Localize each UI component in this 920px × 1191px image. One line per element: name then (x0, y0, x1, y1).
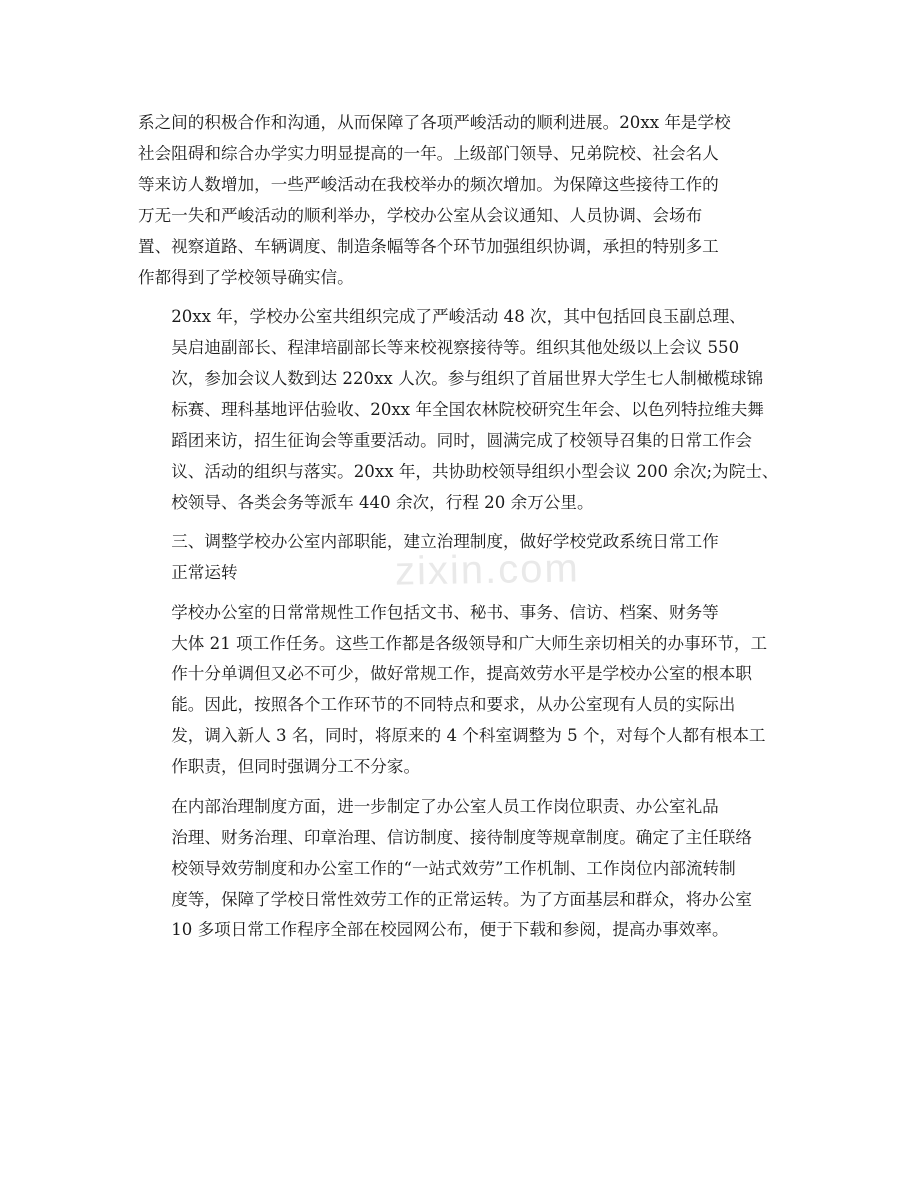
text-line: 系之间的积极合作和沟通，从而保障了各项严峻活动的顺利进展。20xx 年是学校 (138, 113, 731, 132)
text-line: 作十分单调但又必不可少，做好常规工作，提高效劳水平是学校办公室的根本职 (171, 664, 752, 684)
text-line: 发，调入新人 3 名，同时，将原来的 4 个科室调整为 5 个，对每个人都有根本工 (171, 726, 766, 746)
text-line: 社会阻碍和综合办学实力明显提高的一年。上级部门领导、兄弟院校、社会名人 (138, 143, 719, 163)
text-line: 正常运转 (171, 563, 238, 583)
text-line: 议、活动的组织与落实。20xx 年，共协助校领导组织小型会议 200 余次;为院士、 (171, 461, 779, 481)
text-line: 等来访人数增加，一些严峻活动在我校举办的频次增加。为保障这些接待工作的 (138, 174, 719, 194)
paragraph (138, 598, 788, 783)
text-line: 置、视察道路、车辆调度、制造条幅等各个环节加强组织协调，承担的特别多工 (138, 236, 719, 256)
text-line: 治理、财务治理、印章治理、信访制度、接待制度等规章制度。确定了主任联络 (171, 827, 752, 847)
text-line: 作都得到了学校领导确实信。 (138, 267, 354, 287)
text-line: 大体 21 项工作任务。这些工作都是各级领导和广大师生亲切相关的办事环节，工 (171, 633, 768, 653)
watermark: zixin.com (394, 546, 581, 594)
text-line: 蹈团来访，招生征询会等重要活动。同时，圆满完成了校领导召集的日常工作会 (171, 430, 752, 450)
paragraph (138, 792, 788, 947)
text-line: 万无一失和严峻活动的顺利举办，学校办公室从会议通知、人员协调、会场布 (138, 205, 703, 225)
text-line: 三、调整学校办公室内部职能，建立治理制度，做好学校党政系统日常工作 (171, 532, 719, 552)
paragraph (138, 108, 788, 293)
text-line: 吴启迪副部长、程津培副部长等来校视察接待等。组织其他处级以上会议 550 (171, 338, 740, 358)
text-line: 学校办公室的日常常规性工作包括文书、秘书、事务、信访、档案、财务等 (171, 602, 719, 622)
paragraph (138, 527, 788, 589)
text-line: 能。因此，按照各个工作环节的不同特点和要求，从办公室现有人员的实际出 (171, 695, 736, 715)
text-line: 次，参加会议人数到达 220xx 人次。参与组织了首届世界大学生七人制橄榄球锦 (171, 368, 764, 388)
text-line: 标赛、理科基地评估验收、20xx 年全国农林院校研究生年会、以色列特拉维夫舞 (171, 399, 764, 419)
text-line: 20xx 年，学校办公室共组织完成了严峻活动 48 次，其中包括回良玉副总理、 (171, 307, 746, 327)
text-line: 在内部治理制度方面，进一步制定了办公室人员工作岗位职责、办公室礼品 (171, 796, 719, 816)
text-line: 作职责，但同时强调分工不分家。 (171, 757, 421, 777)
text-line: 校领导效劳制度和办公室工作的“一站式效劳”工作机制、工作岗位内部流转制 (171, 858, 736, 878)
document-body (138, 108, 788, 955)
paragraph (138, 302, 788, 518)
text-line: 校领导、各类会务等派车 440 余次，行程 20 余万公里。 (171, 492, 594, 512)
text-line: 度等，保障了学校日常性效劳工作的正常运转。为了方面基层和群众，将办公室 (171, 889, 752, 909)
text-line: 10 多项日常工作程序全部在校园网公布，便于下载和参阅，提高办事效率。 (171, 920, 729, 940)
